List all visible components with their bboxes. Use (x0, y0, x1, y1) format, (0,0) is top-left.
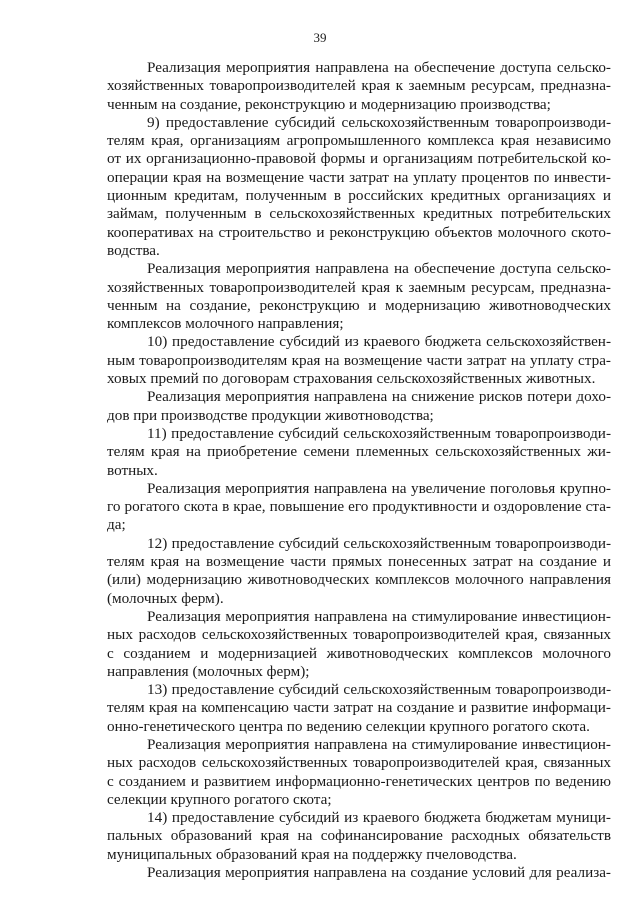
text-line: 11) предоставление субсидий сельскохозяйственным товаропроизводи- (147, 424, 611, 442)
text-line: Реализация мероприятия направлена на снижение рисков потери дохо- (147, 388, 611, 406)
paragraph (107, 388, 611, 425)
document-body (107, 59, 611, 882)
text-line: ховых премий по договорам страхования сельскохозяйственных животных. (107, 370, 596, 388)
text-line: водства. (107, 241, 160, 259)
text-line: Реализация мероприятия направлена на обеспечение доступа сельско- (147, 59, 611, 76)
text-line: ным товаропроизводителям края на возмещение части затрат на уплату стра- (107, 351, 611, 369)
text-line: ных расходов сельскохозяйственных товаропроизводителей края, связанных (107, 754, 611, 772)
text-line: с созданием и модернизацией животноводческих комплексов молочного (107, 644, 611, 662)
paragraph (107, 480, 611, 535)
text-line: Реализация мероприятия направлена на стимулирование инвестицион- (147, 735, 611, 753)
paragraph (107, 736, 611, 809)
text-line: дов при производстве продукции животноводства; (107, 406, 434, 424)
paragraph (107, 809, 611, 864)
text-line: вотных. (107, 461, 158, 479)
text-line: ченным на создание, реконструкцию и модернизацию животноводческих (107, 296, 611, 314)
text-line: Реализация мероприятия направлена на создание условий для реализа- (147, 864, 611, 882)
text-line: Реализация мероприятия направлена на обеспечение доступа сельско- (147, 260, 611, 278)
paragraph (107, 59, 611, 114)
text-line: 13) предоставление субсидий сельскохозяйственным товаропроизводи- (147, 681, 611, 699)
text-line: муниципальных образований края на поддержку пчеловодства. (107, 845, 517, 863)
paragraph (107, 864, 611, 882)
paragraph (107, 608, 611, 681)
text-line: хозяйственных товаропроизводителей края к заемным ресурсам, предназна- (107, 77, 611, 95)
paragraph (107, 333, 611, 388)
text-line: Реализация мероприятия направлена на стимулирование инвестицион- (147, 607, 611, 625)
text-line: с созданием и развитием информационно-генетических центров по ведению (107, 772, 611, 790)
paragraph (107, 260, 611, 333)
text-line: 14) предоставление субсидий из краевого бюджета бюджетам муници- (147, 809, 611, 827)
text-line: пальных образований края на софинансирование расходных обязательств (107, 827, 611, 845)
text-line: (молочных ферм). (107, 589, 224, 607)
paragraph (107, 425, 611, 480)
text-line: селекции крупного рогатого скота; (107, 790, 332, 808)
text-line: телям края на возмещение части прямых понесенных затрат на создание и (107, 553, 611, 571)
text-line: операции края на возмещение части затрат на уплату процентов по инвести- (107, 168, 611, 186)
text-line: (или) модернизацию животноводческих комплексов молочного направления (107, 571, 611, 589)
text-line: телям края на компенсацию части затрат на создание и развитие информаци- (107, 699, 611, 717)
page-number: 39 (313, 30, 327, 45)
text-line: направления (молочных ферм); (107, 662, 310, 680)
paragraph (107, 535, 611, 608)
text-line: хозяйственных товаропроизводителей края к заемным ресурсам, предназна- (107, 278, 611, 296)
text-line: го рогатого скота в крае, повышение его продуктивности и оздоровление ста- (107, 498, 611, 516)
text-line: ченным на создание, реконструкцию и модернизацию производства; (107, 95, 551, 113)
paragraph (107, 114, 611, 260)
text-line: займам, полученным в сельскохозяйственных кредитных потребительских (107, 205, 611, 223)
text-line: кооперативах на строительство и реконструкцию объектов молочного ското- (107, 223, 611, 241)
text-line: 9) предоставление субсидий сельскохозяйственным товаропроизводи- (147, 113, 611, 131)
text-line: 10) предоставление субсидий из краевого бюджета сельскохозяйствен- (147, 333, 611, 351)
text-line: от их организационно-правовой формы и организациям потребительской ко- (107, 150, 611, 168)
text-line: 12) предоставление субсидий сельскохозяйственным товаропроизводи- (147, 534, 611, 552)
text-line: Реализация мероприятия направлена на увеличение поголовья крупно- (147, 479, 611, 497)
text-line: да; (107, 516, 126, 534)
text-line: ных расходов сельскохозяйственных товаропроизводителей края, связанных (107, 626, 611, 644)
text-line: онно-генетического центра по ведению селекции крупного рогатого скота. (107, 717, 590, 735)
text-line: комплексов молочного направления; (107, 315, 344, 333)
text-line: телям края на приобретение семени племенных сельскохозяйственных жи- (107, 443, 611, 461)
paragraph (107, 681, 611, 736)
text-line: ционным кредитам, полученным в российских кредитных организациях и (107, 187, 611, 205)
text-line: телям края, организациям агропромышленного комплекса края независимо (107, 132, 611, 150)
